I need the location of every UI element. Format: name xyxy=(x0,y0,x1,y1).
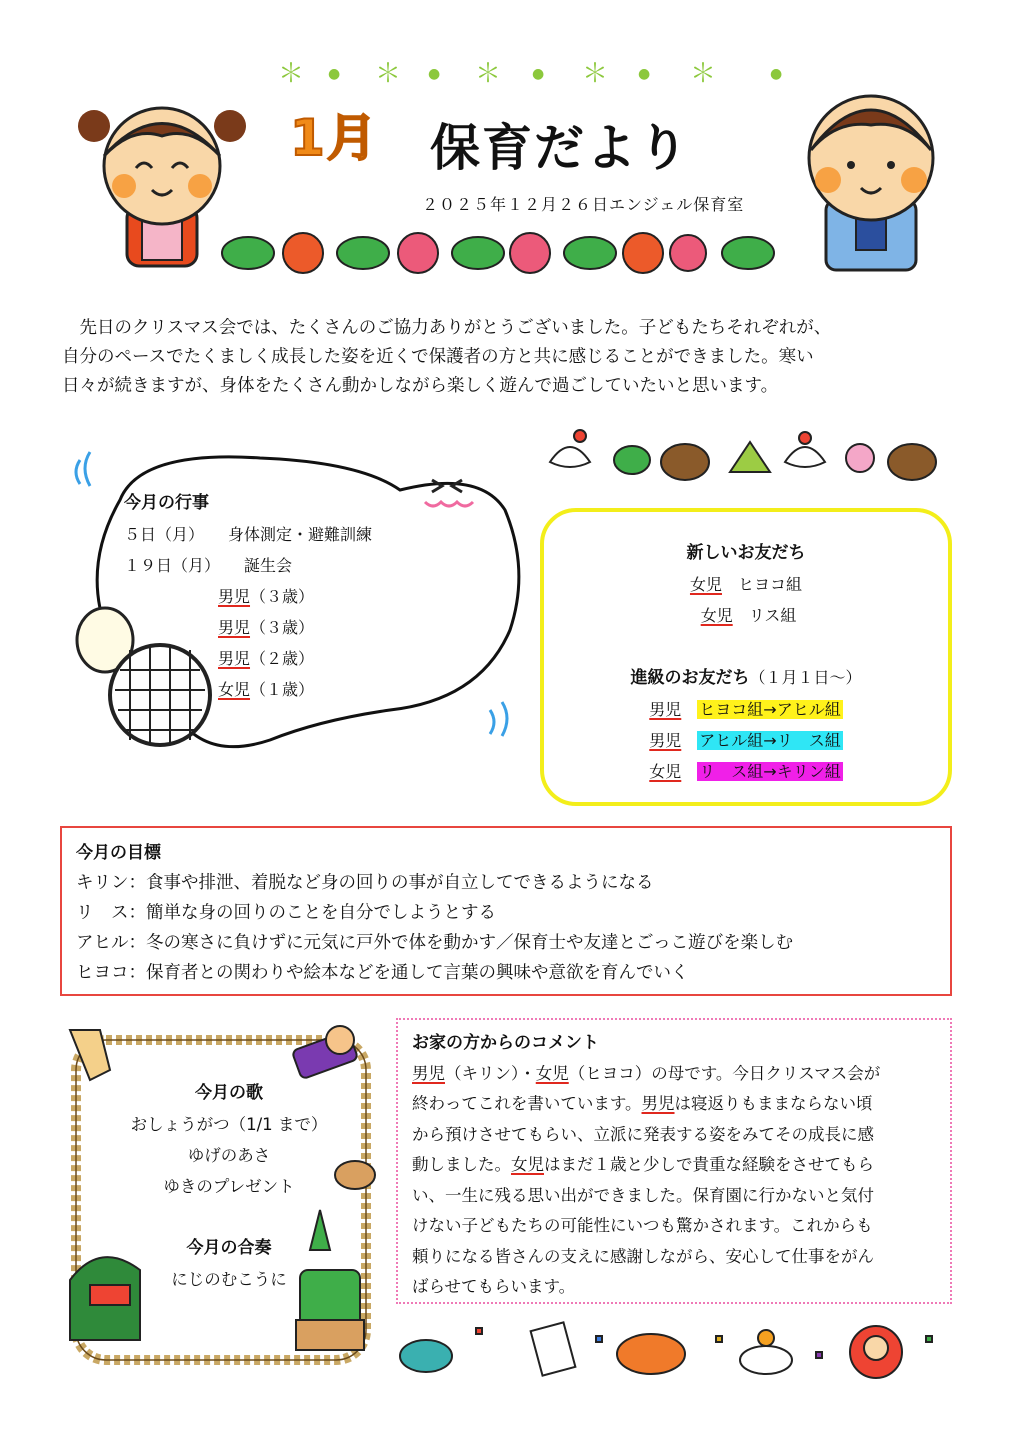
songs-panel xyxy=(104,1078,354,1295)
comment-line: ばらせてもらいます。 xyxy=(412,1277,576,1296)
comment-line: けない子どもたちの可能性にいつも驚かされます。これからも xyxy=(412,1216,873,1235)
promotion-row xyxy=(544,694,948,725)
song-title: ゆきのプレゼント xyxy=(163,1177,295,1196)
goals-heading: 今月の目標 xyxy=(76,843,161,863)
promotion-text: リ ス組→キリン組 xyxy=(699,762,841,781)
svg-text:＊: ＊ xyxy=(278,60,305,89)
comment-child-label: 女児 xyxy=(511,1155,544,1174)
crane-turtle-border xyxy=(540,422,952,492)
birthday-kid xyxy=(218,581,372,612)
svg-text:●: ● xyxy=(328,66,341,82)
comment-line xyxy=(412,1150,942,1181)
intro-paragraph xyxy=(62,314,962,401)
song-title: おしょうがつ（1/1 まで） xyxy=(130,1115,328,1134)
svg-text:●: ● xyxy=(532,66,545,82)
promotion-text: ヒヨコ組→アヒル組 xyxy=(699,700,841,719)
kid-label: 男児 xyxy=(218,587,251,606)
events-heading: 今月の行事 xyxy=(124,493,209,513)
ensemble-heading: 今月の合奏 xyxy=(186,1238,272,1258)
kid-age: （２歳） xyxy=(250,649,315,668)
kid-age: （３歳） xyxy=(250,618,315,637)
star-dot-row xyxy=(270,60,790,90)
new-friends-panel xyxy=(540,508,952,806)
date-and-school: ２０２５年１２月２６日エンジェル保育室 xyxy=(422,195,745,214)
svg-text:●: ● xyxy=(428,66,441,82)
comment-text: 終わってこれを書いています。 xyxy=(412,1094,642,1113)
comment-line: い、一生に残る思い出ができました。保育園に行かないと気付 xyxy=(412,1185,874,1205)
friend-label: 女児 xyxy=(700,606,733,625)
promotion-row xyxy=(544,725,948,756)
event-item: 身体測定・避難訓練 xyxy=(228,525,373,544)
comment-text: 動しました。 xyxy=(412,1155,511,1174)
comment-text: は寝返りもままならない頃 xyxy=(674,1094,873,1113)
comment-child-label: 女児 xyxy=(535,1063,569,1083)
comment-text: はまだ１歳と少しで貴重な経験をさせてもら xyxy=(544,1155,874,1174)
comment-heading: お家の方からのコメント xyxy=(412,1033,599,1053)
pine-plum-border xyxy=(218,228,798,278)
ensemble-title: にじのむこうに xyxy=(171,1270,287,1289)
promotion-heading-row xyxy=(544,662,948,694)
comment-line: から預けさせてもらい、立派に発表する姿をみてその成長に感 xyxy=(412,1124,874,1144)
new-friend-row xyxy=(544,569,948,600)
friend-class: リス組 xyxy=(748,606,797,625)
comment-line: 頼りになる皆さんの支えに感謝しながら、安心して仕事をがん xyxy=(412,1246,874,1266)
song-title: ゆげのあさ xyxy=(187,1146,271,1165)
event-day: ５日（月） xyxy=(124,525,197,544)
month-title: 1月 xyxy=(290,109,379,167)
promotion-label: 男児 xyxy=(649,700,682,719)
promotion-heading: 進級のお友だち xyxy=(630,668,750,688)
svg-text:＊: ＊ xyxy=(475,60,502,89)
kid-label: 男児 xyxy=(218,618,251,637)
boy-hakama-illustration xyxy=(786,80,956,275)
kid-label: 男児 xyxy=(218,649,251,668)
new-year-items-border xyxy=(396,1316,952,1386)
intro-line: 日々が続きますが、身体をたくさん動かしながら楽しく遊んで過ごしていたいと思います。 xyxy=(62,376,779,396)
birthday-kid xyxy=(218,674,372,705)
svg-text:＊: ＊ xyxy=(582,60,609,89)
new-friends-heading: 新しいお友だち xyxy=(686,543,806,563)
newsletter-title: 保育だより xyxy=(430,119,690,177)
promotion-label: 男児 xyxy=(649,731,682,750)
svg-text:●: ● xyxy=(770,66,783,82)
new-friend-row xyxy=(544,600,948,631)
kid-age: （３歳） xyxy=(250,587,315,606)
friend-class: ヒヨコ組 xyxy=(738,575,803,594)
comment-child-label: 男児 xyxy=(641,1094,675,1113)
friend-label: 女児 xyxy=(689,575,722,594)
events-list xyxy=(124,488,372,705)
event-row xyxy=(124,550,372,581)
promotion-text: アヒル組→リ ス組 xyxy=(699,731,841,750)
svg-text:＊: ＊ xyxy=(690,60,717,89)
birthday-kid xyxy=(218,612,372,643)
comment-text: （ヒヨコ）の母です。今日クリスマス会が xyxy=(568,1063,881,1083)
monthly-goals-panel xyxy=(60,826,952,996)
parent-comment-panel xyxy=(396,1018,952,1304)
comment-child-label: 男児 xyxy=(412,1063,445,1083)
goal-line: ヒヨコ：保育者との関わりや絵本などを通して言葉の興味や意欲を育んでいく xyxy=(76,963,689,983)
promotion-label: 女児 xyxy=(649,762,682,781)
promotion-date: （１月１日～） xyxy=(749,668,862,687)
comment-text: （キリン）・ xyxy=(445,1063,536,1083)
goal-line: リ ス：簡単な身の回りのことを自分でしようとする xyxy=(76,903,496,923)
comment-line xyxy=(412,1059,942,1090)
event-row xyxy=(124,519,372,550)
event-item: 誕生会 xyxy=(244,556,293,575)
goal-line: アヒル：冬の寒さに負けずに元気に戸外で体を動かす／保育士や友達とごっこ遊びを楽しむ xyxy=(76,933,794,953)
intro-line: 自分のペースでたくましく成長した姿を近くで保護者の方と共に感じることができました。寒い xyxy=(62,347,814,367)
birthday-kid xyxy=(218,643,372,674)
comment-line xyxy=(412,1089,942,1120)
kid-age: （１歳） xyxy=(250,680,315,699)
intro-line: 先日のクリスマス会では、たくさんのご協力ありがとうございました。子どもたちそれぞれが、 xyxy=(79,318,832,338)
svg-text:●: ● xyxy=(638,66,651,82)
event-day: １９日（月） xyxy=(124,556,213,575)
svg-text:＊: ＊ xyxy=(375,60,402,89)
songs-heading: 今月の歌 xyxy=(195,1083,263,1103)
kid-label: 女児 xyxy=(218,680,251,699)
goal-line: キリン：食事や排泄、着脱など身の回りの事が自立してできるようになる xyxy=(76,873,654,893)
promotion-row xyxy=(544,756,948,787)
